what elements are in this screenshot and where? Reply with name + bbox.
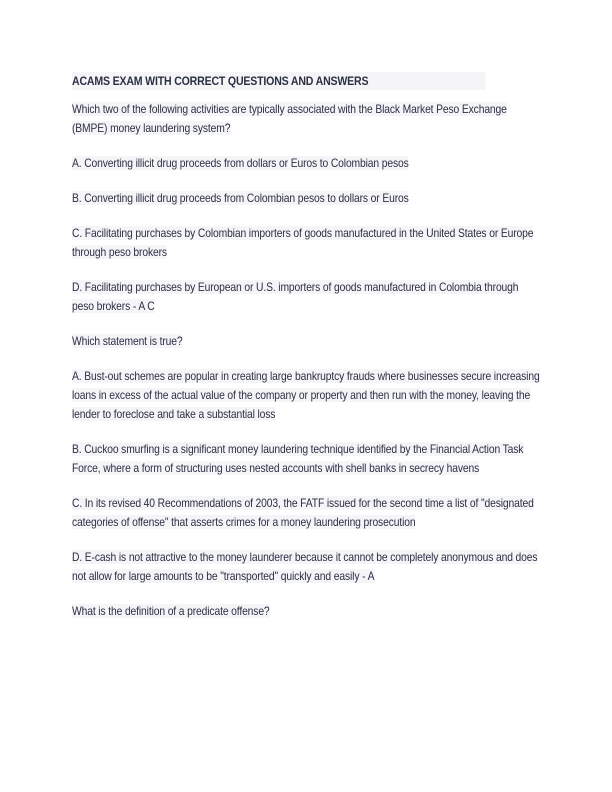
paragraph-text: D. Facilitating purchases by European or U.S. importers of goods manufactured in Colombia through peso brokers - A C [72, 280, 519, 313]
paragraph-text: D. E-cash is not attractive to the money launderer because it cannot be completely anonymous and does not allow for large amounts to be "transported" quickly and easily - A [72, 550, 538, 583]
paragraph-text: B. Cuckoo smurfing is a significant money laundering technique identified by the Financial Action Task Force, where a form of structuring uses nested accounts with shell banks in secrecy havens [72, 442, 524, 475]
question-1-option-c [72, 224, 542, 262]
question-1-option-d [72, 278, 542, 316]
document-title: ACAMS EXAM WITH CORRECT QUESTIONS AND ANSWERS [72, 72, 486, 90]
question-2-option-a [72, 367, 542, 424]
paragraph-text: Which statement is true? [72, 334, 183, 348]
paragraph-text: What is the definition of a predicate offense? [72, 604, 270, 618]
paragraph-text: A. Converting illicit drug proceeds from dollars or Euros to Colombian pesos [72, 156, 409, 170]
question-1-option-b [72, 189, 542, 208]
paragraph-text: Which two of the following activities are typically associated with the Black Market Peso Exchange (BMPE) money laundering system? [72, 102, 507, 135]
paragraph-text: A. Bust-out schemes are popular in creating large bankruptcy frauds where businesses secure increasing loans in excess of the actual value of the company or property and then run with the money, leaving the lender to foreclose and take a substantial loss [72, 369, 540, 421]
question-2-text [72, 332, 542, 351]
paragraph-text: B. Converting illicit drug proceeds from Colombian pesos to dollars or Euros [72, 191, 409, 205]
question-2-option-b [72, 440, 542, 478]
question-1-option-a [72, 154, 542, 173]
question-1-text [72, 100, 542, 138]
question-2-option-c [72, 494, 542, 532]
question-2-option-d [72, 548, 542, 586]
paragraph-text: C. Facilitating purchases by Colombian importers of goods manufactured in the United States or Europe through peso brokers [72, 226, 534, 259]
document-content [72, 72, 542, 637]
paragraph-text: C. In its revised 40 Recommendations of 2003, the FATF issued for the second time a list of "designated categories of offense" that asserts crimes for a money laundering prosecution [72, 496, 534, 529]
question-3-text [72, 602, 542, 621]
